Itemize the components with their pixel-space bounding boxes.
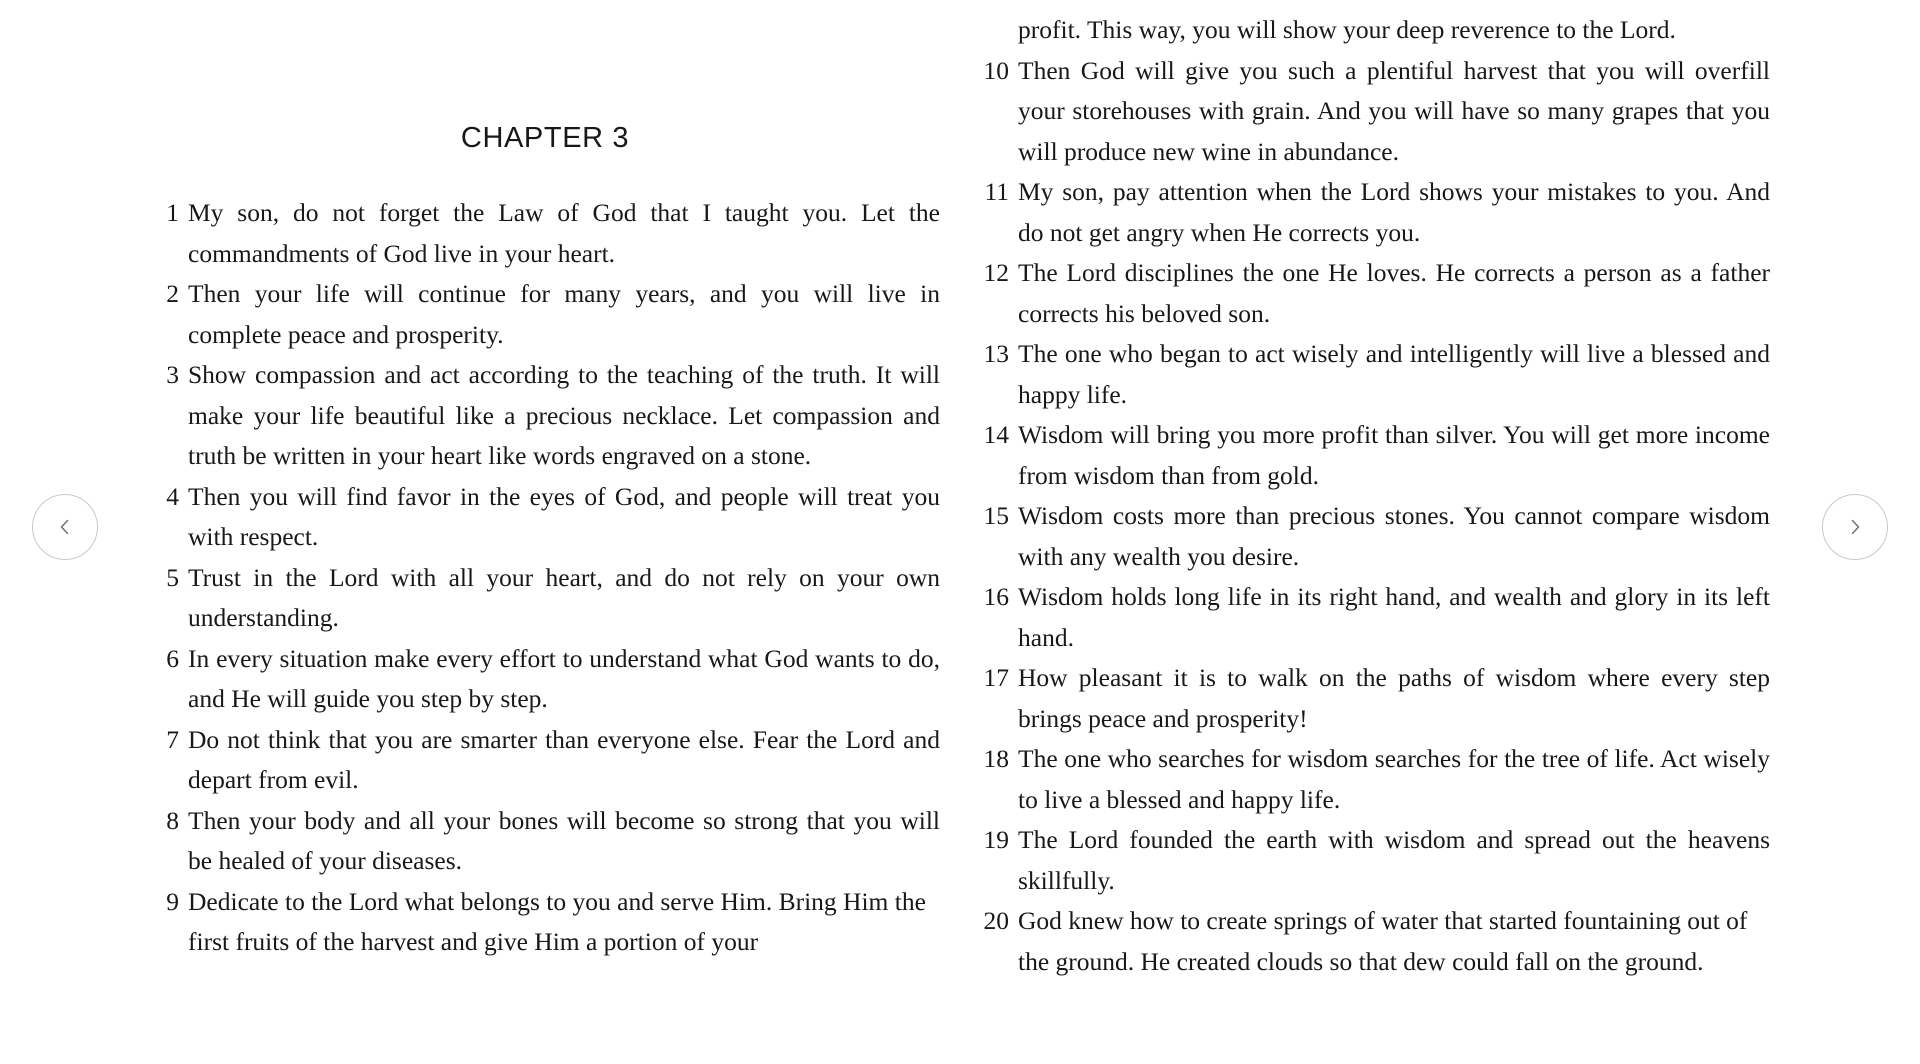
verse [980,820,1770,901]
verse [150,558,940,639]
verse-text: Wisdom will bring you more profit than silver. You will get more income from wisdom than from gold. [1018,420,1770,490]
verse-number: 11 [984,177,1009,206]
verse-number: 20 [983,906,1009,935]
verse-text: Wisdom holds long life in its right hand, and wealth and glory in its left hand. [1018,582,1770,652]
verse-text: Show compassion and act according to the teaching of the truth. It will make your life beautiful like a precious necklace. Let compassion and truth be written in your heart like words engraved on a stone. [188,360,940,470]
verse-number: 17 [983,663,1009,692]
verse-text: In every situation make every effort to understand what God wants to do, and He will guide you step by step. [188,643,940,713]
verse [150,882,940,963]
verse [980,415,1770,496]
verse-number: 13 [983,339,1009,368]
left-verse-list [150,193,940,963]
verse [980,51,1770,173]
verse-number: 7 [166,724,179,754]
verse [150,193,940,274]
verse-text: My son, do not forget the Law of God that I taught you. Let the commandments of God live in your heart. [188,198,940,268]
verse [980,739,1770,820]
verse-text: Wisdom costs more than precious stones. You cannot compare wisdom with any wealth you desire. [1018,501,1770,571]
verse [980,334,1770,415]
right-text-column [980,0,1770,1064]
verse [980,253,1770,334]
chapter-title: CHAPTER 3 [460,122,630,154]
verse-text: Then God will give you such a plentiful harvest that you will overfill your storehouses with grain. And you will have so many grapes that you will produce new wine in abundance. [1018,55,1770,166]
verse-number: 9 [166,886,179,916]
verse-text: profit. This way, you will show your deep reverence to the Lord. [1018,15,1676,44]
verse [150,355,940,477]
verse-number: 3 [166,360,179,389]
verse-text: My son, pay attention when the Lord shows your mistakes to you. And do not get angry when He corrects you. [1018,177,1770,247]
verse [150,720,940,801]
verse-text: How pleasant it is to walk on the paths of wisdom where every step brings peace and prosperity! [1018,663,1770,733]
verse-text: Trust in the Lord with all your heart, and do not rely on your own understanding. [188,562,940,632]
verse-number: 6 [166,643,179,673]
verse-text: The Lord disciplines the one He loves. He corrects a person as a father corrects his beloved son. [1018,258,1770,328]
verse-number: 18 [983,744,1009,773]
verse-number: 1 [166,198,179,227]
verse-number: 15 [983,501,1009,530]
right-verse-list [980,10,1770,982]
verse-number: 12 [983,258,1009,287]
verse-number: 10 [983,55,1009,85]
verse [980,577,1770,658]
verse [980,10,1770,51]
verse [150,801,940,882]
verse [980,901,1770,982]
verse [150,274,940,355]
verse-text: Then your life will continue for many years, and you will live in complete peace and prosperity. [188,279,940,349]
verse-text: The one who began to act wisely and intelligently will live a blessed and happy life. [1018,339,1770,409]
verse-text: Do not think that you are smarter than everyone else. Fear the Lord and depart from evil. [188,724,940,794]
verse [150,639,940,720]
verse [980,658,1770,739]
verse-number: 5 [166,562,179,592]
verse-number: 16 [983,582,1009,611]
verse-text: The Lord founded the earth with wisdom and spread out the heavens skillfully. [1018,825,1770,895]
verse-text: The one who searches for wisdom searches for the tree of life. Act wisely to live a blessed and happy life. [1018,744,1770,814]
verse [980,172,1770,253]
verse-number: 19 [983,825,1009,854]
left-text-column [150,0,940,1064]
verse-number: 2 [166,279,179,308]
verse-text: Then you will find favor in the eyes of God, and people will treat you with respect. [188,481,940,551]
verse-text: Dedicate to the Lord what belongs to you and serve Him. Bring Him the first fruits of the harvest and give Him a portion of your [188,886,926,956]
verse [980,496,1770,577]
verse-number: 8 [166,805,179,835]
verse-number: 14 [983,420,1009,449]
verse-text: Then your body and all your bones will become so strong that you will be healed of your diseases. [188,805,940,875]
verse-number: 4 [166,481,179,511]
verse [150,477,940,558]
verse-text: God knew how to create springs of water that started fountaining out of the ground. He created clouds so that dew could fall on the ground. [1018,906,1748,976]
